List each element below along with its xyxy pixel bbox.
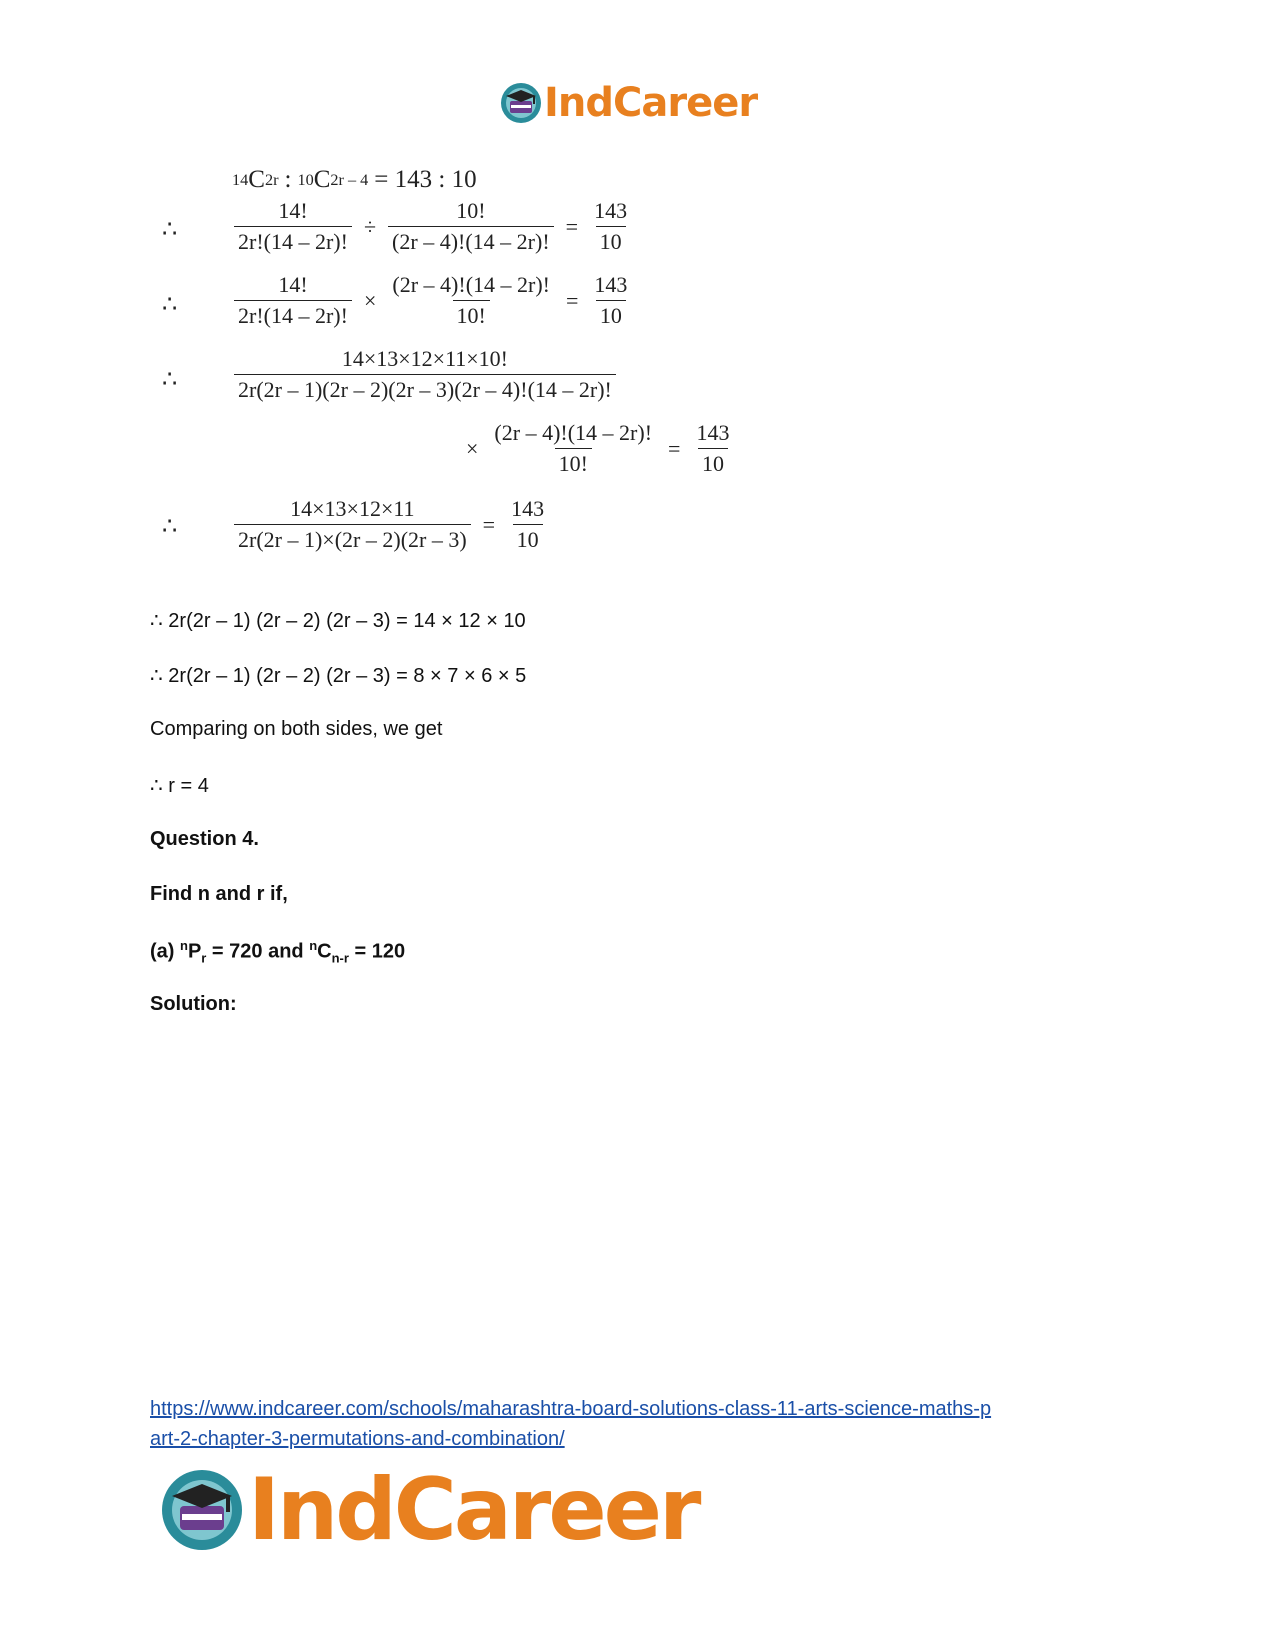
fraction: $\frac{14\times 13\times 12\times 11\times 10!}{2r(2r - 1)(2r - 2)(2r - 3)(2r - 4)!(14 - 2r)!}$ — [234, 346, 616, 403]
fraction: $\frac{143}{10}$ — [594, 198, 628, 254]
therefore-symbol: ∴ — [162, 514, 178, 540]
math-derivation — [150, 160, 770, 560]
question-part-a: (a) $^nP_r = 720$ and $^nC_{n-r} = 120$ — [150, 938, 406, 966]
fraction: $\frac{(2r - 4)!(14 - 2r)!}{10!}$ — [494, 420, 653, 476]
math-line-4a — [228, 346, 622, 403]
indcareer-logo-bottom — [160, 1460, 699, 1560]
comparison-text: Comparing on both sides, we get — [150, 718, 443, 740]
therefore-symbol: ∴ — [162, 217, 178, 243]
source-link-line-1[interactable]: https://www.indcareer.com/schools/maharashtra-board-solutions-class-11-arts-science-maths-p — [150, 1398, 992, 1420]
result-text: ∴ r = 4 — [150, 775, 209, 797]
fraction: $\frac{10!}{(2r - 4)!(14 - 2r)!}$ — [388, 198, 554, 255]
fraction: $\frac{143}{10}$ — [594, 272, 628, 328]
math-line-5: $\frac{14\times 13\times 12\times 11}{2r(2r - 1)\times(2r - 2)(2r - 3)}$ = $\frac{143}{10}$ — [228, 496, 554, 553]
therefore-symbol: ∴ — [162, 292, 178, 318]
source-link[interactable] — [150, 1394, 991, 1454]
fraction: $\frac{14!}{2r!(14 - 2r)!}$ — [234, 272, 352, 329]
logo-wordmark: IndCareer — [248, 1460, 699, 1560]
equation-line-2: ∴ 2r(2r – 1) (2r – 2) (2r – 3) = 8 × 7 × 6 × 5 — [150, 665, 527, 687]
graduation-cap-book-icon — [160, 1468, 244, 1552]
logo-wordmark: IndCareer — [544, 80, 758, 126]
math-line-3: $\frac{14!}{2r!(14 - 2r)!}$ × $\frac{(2r - 4)!(14 - 2r)!}{10!}$ = $\frac{143}{10}$ — [228, 272, 637, 329]
question-text: Find n and r if, — [150, 883, 288, 905]
solution-label: Solution: — [150, 993, 237, 1015]
math-line-2: $\frac{14!}{2r!(14 - 2r)!}$ ÷ $\frac{10!}{(2r - 4)!(14 - 2r)!}$ = $\frac{143}{10}$ — [228, 198, 637, 255]
math-line-1: 14 C 2r : 10 C 2r – 4 = 143 : 10 — [232, 166, 477, 193]
fraction: $\frac{14\times 13\times 12\times 11}{2r(2r - 1)\times(2r - 2)(2r - 3)}$ — [234, 496, 471, 553]
graduation-cap-book-icon — [500, 82, 542, 124]
indcareer-logo-top — [500, 80, 757, 126]
fraction: $\frac{(2r - 4)!(14 - 2r)!}{10!}$ — [392, 272, 550, 328]
source-link-line-2[interactable]: art-2-chapter-3-permutations-and-combination/ — [150, 1428, 565, 1450]
question-title: Question 4. — [150, 828, 259, 850]
therefore-symbol: ∴ — [162, 367, 178, 393]
fraction: $\frac{14!}{2r!(14 - 2r)!}$ — [234, 198, 352, 255]
fraction: $\frac{143}{10}$ — [511, 496, 545, 552]
math-line-4b: × $\frac{(2r - 4)!(14 - 2r)!}{10!}$ = $\frac{143}{10}$ — [460, 420, 739, 477]
equation-line-1: ∴ 2r(2r – 1) (2r – 2) (2r – 3) = 14 × 12 × 10 — [150, 610, 526, 632]
fraction: $\frac{143}{10}$ — [696, 420, 730, 476]
